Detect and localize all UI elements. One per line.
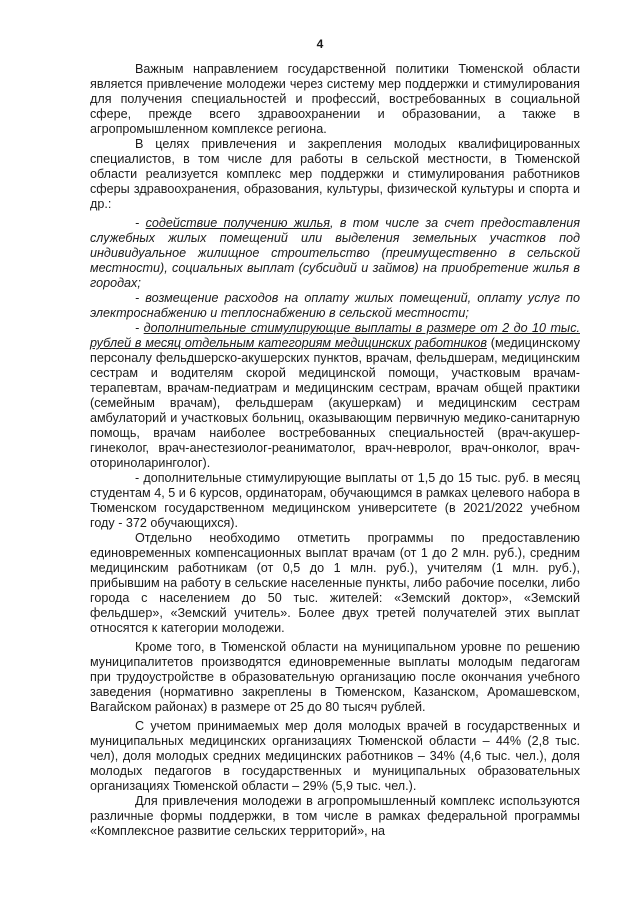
paragraph-agro: Для привлечения молодежи в агропромышленный комплекс используются различные формы поддержки, в том числе в рамках федеральной программы «Комплексное развитие сельских территорий», на bbox=[90, 794, 580, 838]
bullet-dash: - bbox=[135, 321, 144, 335]
page-number: 4 bbox=[316, 37, 324, 51]
bullet-housing-text: , в том числе за счет предоставления служебных жилых помещений или выделения земельных участков под индивидуальное жилищное строительство (преимущественно в сельской местности), социальных выплат (субсидий и займов) на приобретение жилья в городах; bbox=[90, 216, 580, 290]
document-body bbox=[90, 62, 580, 839]
bullet-dash: - bbox=[135, 216, 146, 230]
paragraph-measures: В целях привлечения и закрепления молодых квалифицированных специалистов, в том числе для работы в сельской местности, в Тюменской области реализуется комплекс мер поддержки и стимулирования работников сферы здравоохранения, образования, культуры, физической культуры и спорта и др.: bbox=[90, 137, 580, 211]
paragraph-statistics: С учетом принимаемых мер доля молодых врачей в государственных и муниципальных медицинских организациях Тюменской области – 44% (2,8 тыс. чел), доля молодых средних медицинских работников – 34% (4,6 тыс. чел.), доля молодых педагогов в государственных и муниципальных образовательных организациях Тюменской области – 29% (5,9 тыс. чел.). bbox=[90, 719, 580, 793]
bullet-compensation: - возмещение расходов на оплату жилых помещений, оплату услуг по электроснабжению и теплоснабжению в сельской местности; bbox=[90, 291, 580, 320]
paragraph-municipal-payments: Кроме того, в Тюменской области на муниципальном уровне по решению муниципалитетов производятся единовременные выплаты молодым педагогам при трудоустройстве в образовательную организацию после окончания учебного заведения (нормативно закреплены в Тюменском, Казанском, Аромашевском, Вагайском районах) в размере от 25 до 80 тысяч рублей. bbox=[90, 640, 580, 714]
bullet-medical-emphasis: дополнительные стимулирующие выплаты в размере от 2 до 10 тыс. рублей в месяц отдельным категориям медицинских работников bbox=[90, 321, 580, 350]
bullet-medical-text: (медицинскому персоналу фельдшерско-акушерских пунктов, врачам, фельдшерам, медицинским сестрам и водителям скорой медицинской помощи, участковым врачам-терапевтам, врачам-педиатрам и медицинским сестрам, врачам общей практики (семейным врачам), фельдшерам (акушеркам) и медицинским сестрам амбулаторий и участковых больниц, оказывающим первичную медико-санитарную помощь, врачам наиболее востребованных специальностей (врач-акушер-гинеколог, врач-анестезиолог-реаниматолог, врач-невролог, врач-онколог, врач-оториноларинголог). bbox=[90, 336, 580, 470]
bullet-student-payments: - дополнительные стимулирующие выплаты от 1,5 до 15 тыс. руб. в месяц студентам 4, 5 и 6 курсов, ординаторам, обучающимся в рамках целевого набора в Тюменском государственном медицинском университете (в 2021/2022 учебном году - 372 обучающихся). bbox=[90, 471, 580, 530]
bullet-housing-emphasis: содействие получению жилья bbox=[145, 216, 330, 230]
bullet-medical-payments bbox=[90, 321, 580, 471]
paragraph-intro: Важным направлением государственной политики Тюменской области является привлечение молодежи через систему мер поддержки и стимулирования для получения специальностей и профессий, востребованных в социальной сфере, прежде всего здравоохранении и образовании, а также в агропромышленном комплексе региона. bbox=[90, 62, 580, 136]
bullet-housing bbox=[90, 216, 580, 291]
paragraph-compensation-programs: Отдельно необходимо отметить программы по предоставлению единовременных компенсационных выплат врачам (от 1 до 2 млн. руб.), средним медицинским работникам (от 0,5 до 1 млн. руб.), учителям (1 млн. руб.), прибывшим на работу в сельские населенные пункты, либо рабочие поселки, либо города с населением до 50 тыс. жителей: «Земский доктор», «Земский фельдшер», «Земский учитель». Более двух третей получателей этих выплат относятся к категории молодежи. bbox=[90, 531, 580, 635]
